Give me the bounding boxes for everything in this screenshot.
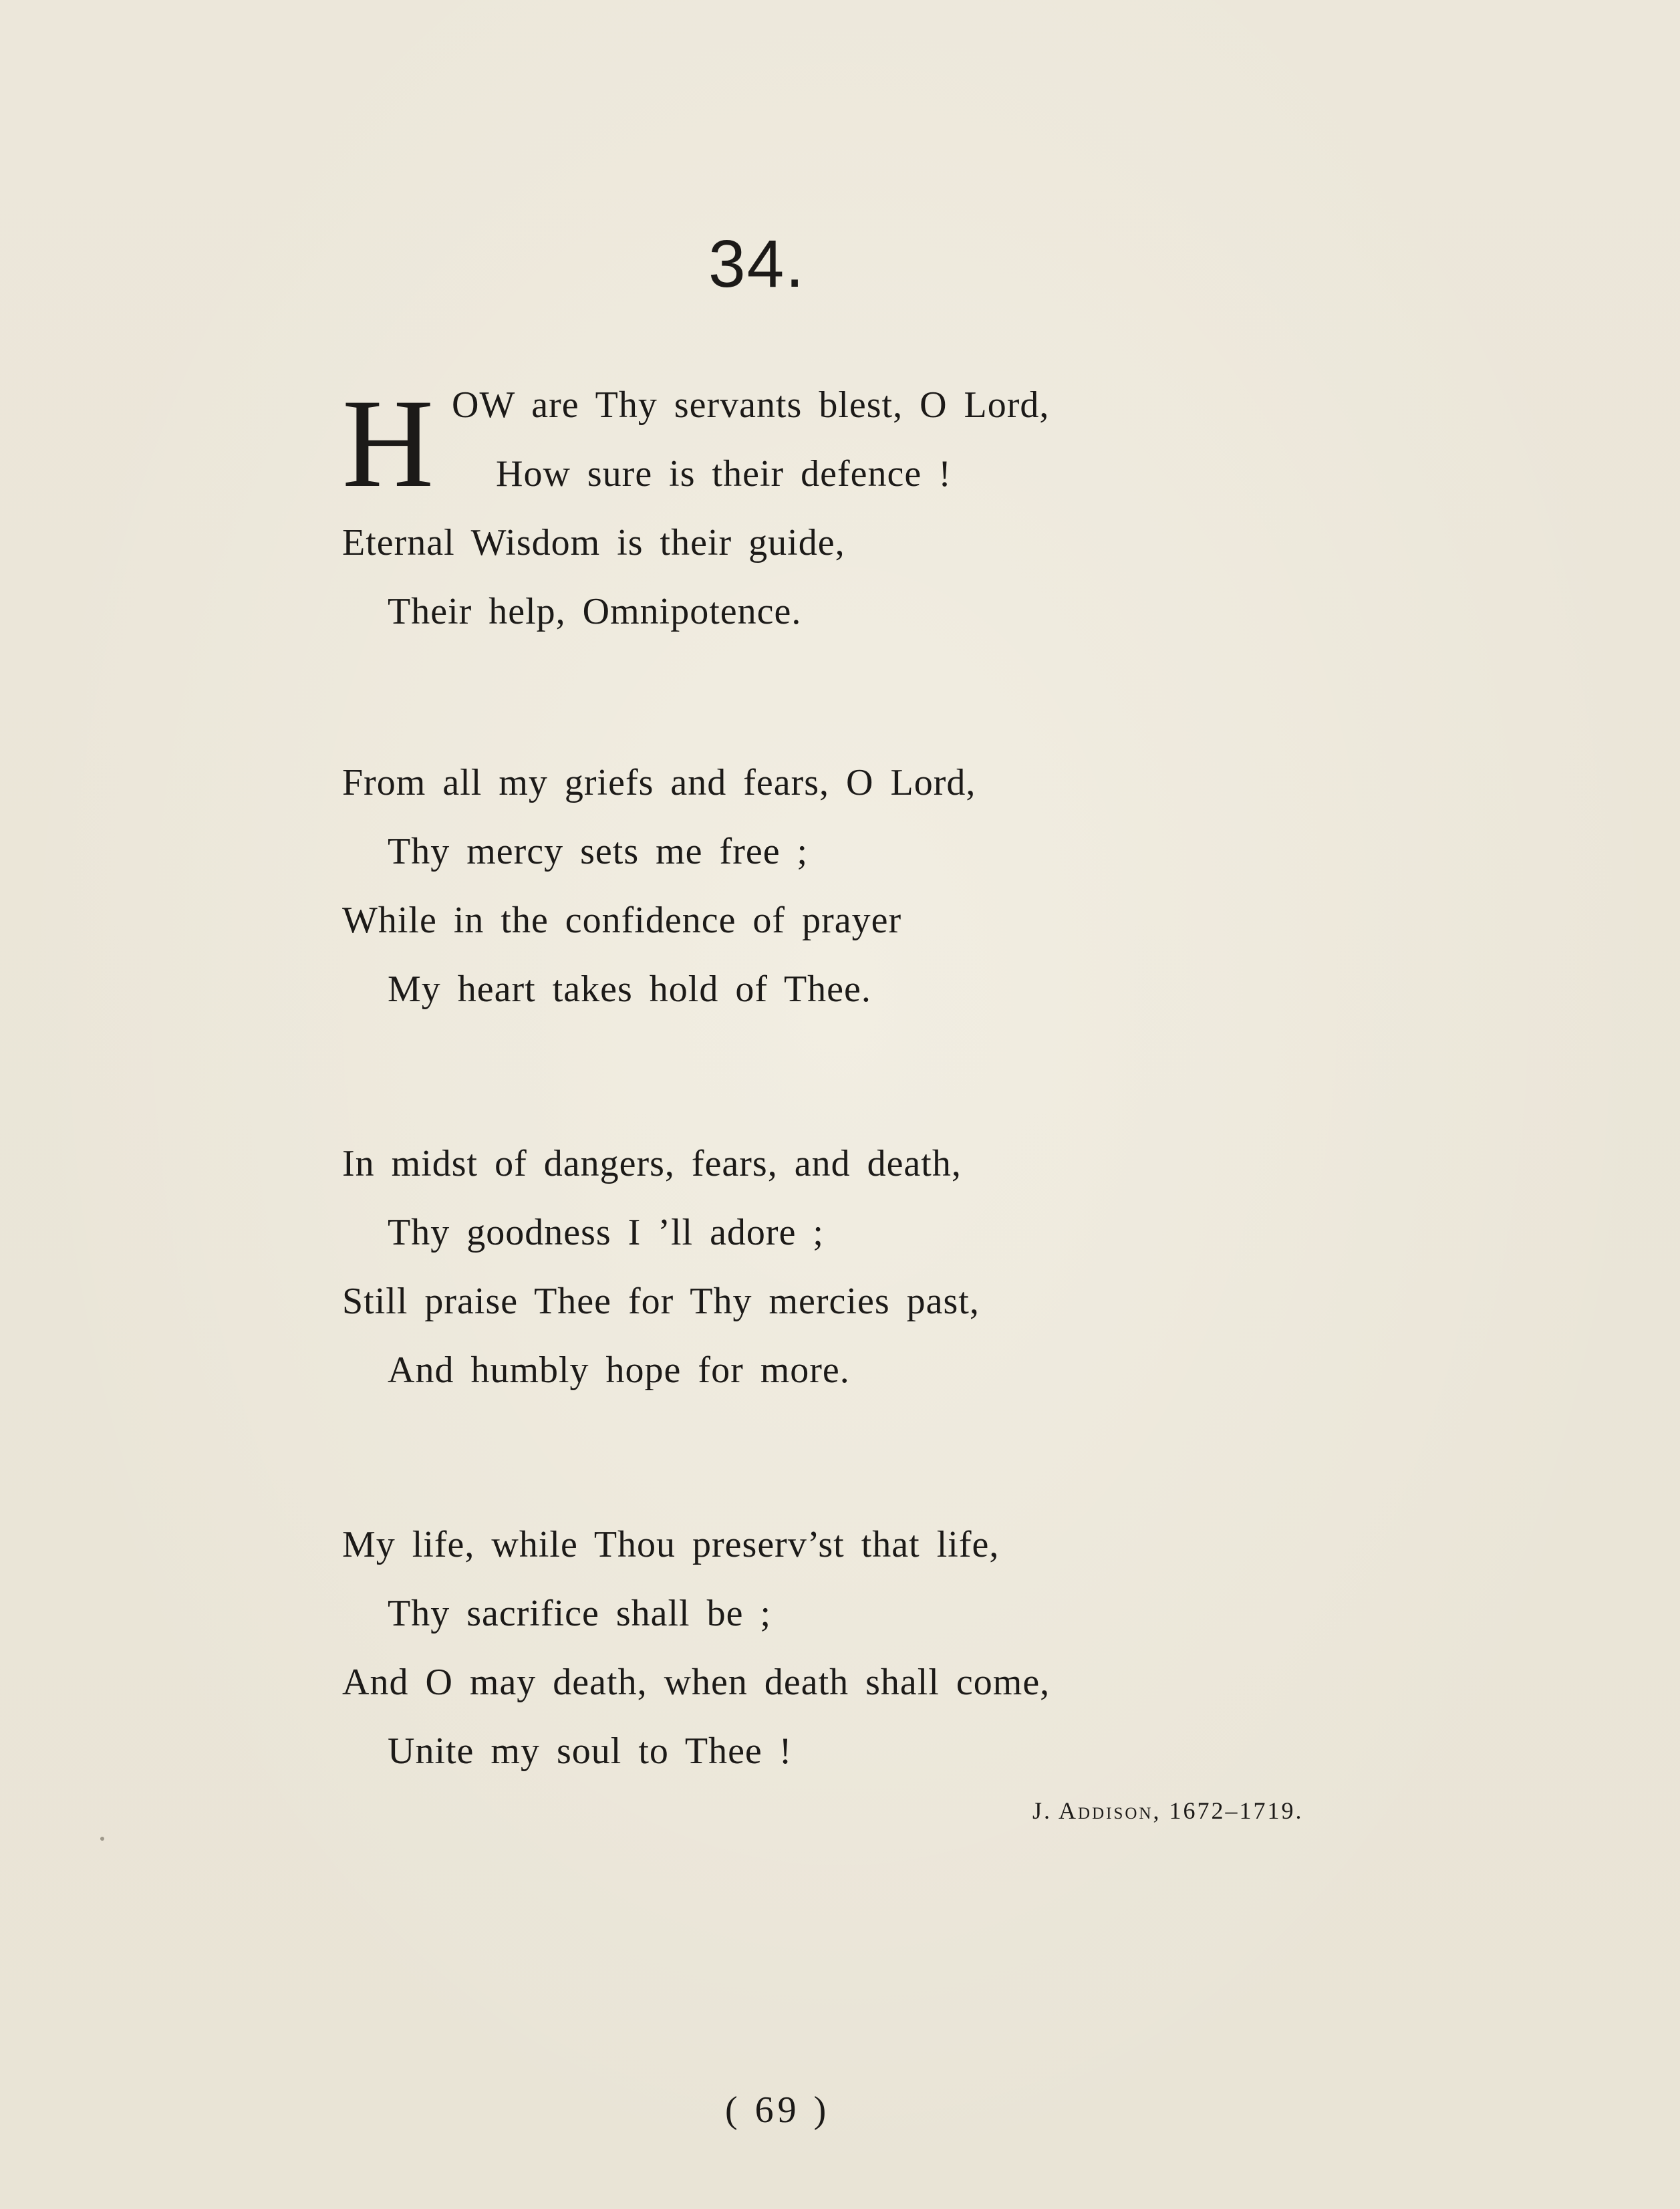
verse-line: Thy goodness I ’ll adore ; — [388, 1212, 824, 1253]
verse-line: How sure is their defence ! — [496, 453, 952, 495]
author-attribution-text: J. Addison, 1672–1719. — [1032, 1797, 1304, 1824]
verse-line: Unite my soul to Thee ! — [388, 1730, 793, 1772]
drop-cap-letter: H — [342, 374, 434, 514]
verse-line: Thy sacrifice shall be ; — [388, 1593, 772, 1634]
verse-line: And O may death, when death shall come, — [342, 1662, 1051, 1703]
verse-line: My life, while Thou preserv’st that life, — [342, 1524, 1000, 1565]
paper-speck — [100, 1837, 104, 1841]
verse-line: OW are Thy servants blest, O Lord, — [452, 384, 1050, 426]
stanza-4 — [342, 1511, 1411, 1786]
stanza-2 — [342, 749, 1411, 1024]
opening-lines — [342, 371, 1411, 514]
verse-line: In midst of dangers, fears, and death, — [342, 1143, 962, 1184]
verse-line: Thy mercy sets me free ; — [388, 831, 809, 872]
verse-line: My heart takes hold of Thee. — [388, 968, 871, 1010]
verse-line: Their help, Omnipotence. — [388, 591, 802, 632]
verse-line: And humbly hope for more. — [388, 1349, 850, 1391]
verse-line: From all my griefs and fears, O Lord, — [342, 762, 976, 803]
hymn-number: 34. — [708, 227, 806, 301]
stanza-3 — [342, 1130, 1411, 1405]
verse-line: Eternal Wisdom is their guide, — [342, 522, 845, 563]
page-number: ( 69 ) — [725, 2089, 831, 2131]
stanza-1 — [342, 371, 1411, 646]
verse-line: While in the confidence of prayer — [342, 900, 902, 941]
verse-line: Still praise Thee for Thy mercies past, — [342, 1281, 980, 1322]
author-attribution — [1032, 1797, 1303, 1825]
